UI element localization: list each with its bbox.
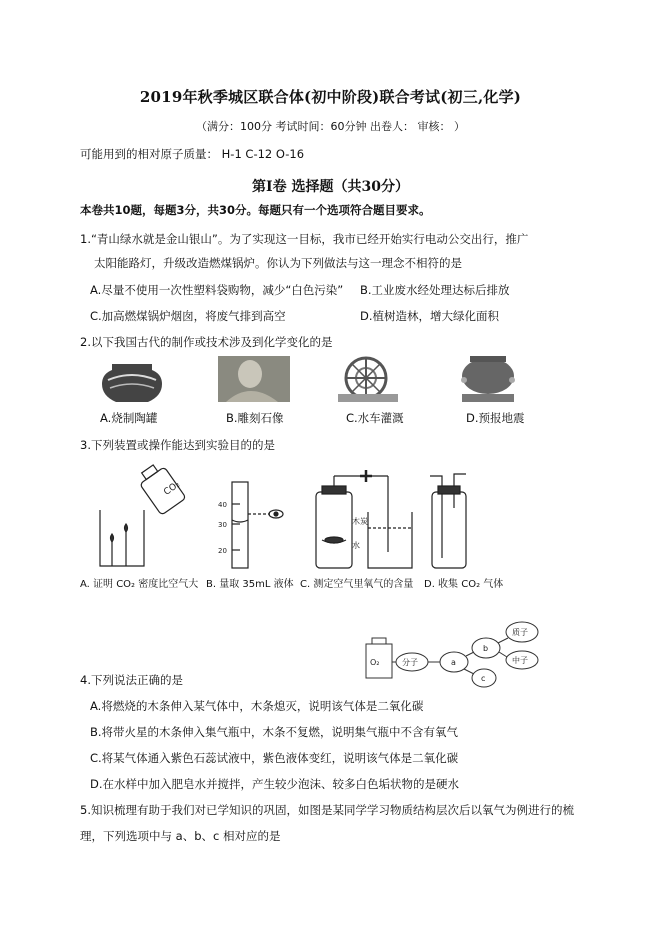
q2-option-c: C.水车灌溉 bbox=[346, 411, 404, 425]
pottery-jar-image bbox=[102, 364, 162, 402]
q1-option-a: A.尽量不使用一次性塑料袋购物，减少“白色污染” bbox=[90, 283, 344, 297]
q1-option-d: D.植树造林，增大绿化面积 bbox=[360, 309, 500, 323]
section-instructions: 本卷共10题，每题3分，共30分。每题只有一个选项符合题目要求。 bbox=[80, 203, 431, 217]
q4-option-c: C.将某气体通入紫色石蕊试液中，紫色液体变红，说明该气体是二氧化碳 bbox=[90, 751, 459, 765]
atomic-masses: 可能用到的相对原子质量： H-1 C-12 O-16 bbox=[80, 147, 305, 161]
q1-option-c: C.加高燃煤锅炉烟囱，将废气排到高空 bbox=[90, 309, 286, 323]
b-label: b bbox=[483, 644, 489, 653]
tick-20: 20 bbox=[218, 547, 227, 555]
section-title: 第Ⅰ卷 选择题（共30分） bbox=[252, 179, 409, 195]
q2-option-b: B.雕刻石像 bbox=[226, 411, 284, 425]
q2-option-a: A.烧制陶罐 bbox=[100, 411, 158, 425]
q1-line2: 太阳能路灯，升级改造燃煤锅炉。你认为下列做法与这一理念不相符的是 bbox=[94, 256, 462, 270]
o2-label: O₂ bbox=[370, 658, 380, 667]
q3-apparatus-diagram bbox=[90, 462, 510, 572]
q4-option-a: A.将燃烧的木条伸入某气体中，木条熄灭，说明该气体是二氧化碳 bbox=[90, 699, 424, 713]
exam-title: 2019年秋季城区联合体(初中阶段)联合考试(初三,化学) bbox=[139, 88, 522, 106]
charcoal-label: 木炭 bbox=[352, 517, 368, 526]
q3-option-a: A. 证明 CO₂ 密度比空气大 bbox=[80, 579, 199, 590]
q2-images bbox=[98, 354, 558, 406]
proton-label: 质子 bbox=[512, 628, 528, 637]
stone-statue-image bbox=[218, 356, 290, 402]
q2-stem: 2.以下我国古代的制作或技术涉及到化学变化的是 bbox=[80, 335, 333, 349]
tick-30: 30 bbox=[218, 521, 227, 529]
q3-option-d: D. 收集 CO₂ 气体 bbox=[424, 579, 504, 590]
q5-line2: 理，下列选项中与 a、b、c 相对应的是 bbox=[80, 829, 281, 843]
apparatus-d bbox=[430, 474, 466, 568]
q4-option-d: D.在水样中加入肥皂水并搅拌，产生较少泡沫、较多白色垢状物的是硬水 bbox=[90, 777, 460, 791]
q1-line1: 1.“青山绿水就是金山银山”。为了实现这一目标，我市已经开始实行电动公交出行，推广 bbox=[80, 232, 529, 246]
neutron-label: 中子 bbox=[512, 656, 528, 665]
apparatus-a bbox=[100, 462, 186, 566]
water-wheel-image bbox=[338, 358, 398, 402]
co2-bottle-label: CO₂ bbox=[162, 479, 182, 498]
molecule-label: 分子 bbox=[402, 658, 418, 667]
q3-option-c: C. 测定空气里氧气的含量 bbox=[300, 579, 414, 590]
seismograph-image bbox=[461, 356, 515, 402]
a-label: a bbox=[451, 658, 456, 667]
q3-option-b: B. 量取 35mL 液体 bbox=[206, 579, 294, 590]
apparatus-b bbox=[232, 482, 283, 568]
water-label: 水 bbox=[352, 541, 360, 550]
exam-subinfo: （满分：100分 考试时间：60分钟 出卷人： 审核： ） bbox=[196, 120, 465, 133]
q1-option-b: B.工业废水经处理达标后排放 bbox=[360, 283, 510, 297]
q3-stem: 3.下列装置或操作能达到实验目的的是 bbox=[80, 438, 275, 452]
q4-stem: 4.下列说法正确的是 bbox=[80, 673, 183, 687]
q4-option-b: B.将带火星的木条伸入集气瓶中，木条不复燃，说明集气瓶中不含有氧气 bbox=[90, 725, 459, 739]
q2-option-d: D.预报地震 bbox=[466, 411, 525, 425]
q5-line1: 5.知识梳理有助于我们对已学知识的巩固，如图是某同学学习物质结构层次后以氧气为例进行的梳 bbox=[80, 803, 574, 817]
tick-40: 40 bbox=[218, 501, 227, 509]
q5-structure-diagram bbox=[360, 618, 560, 690]
c-label: c bbox=[481, 674, 486, 683]
